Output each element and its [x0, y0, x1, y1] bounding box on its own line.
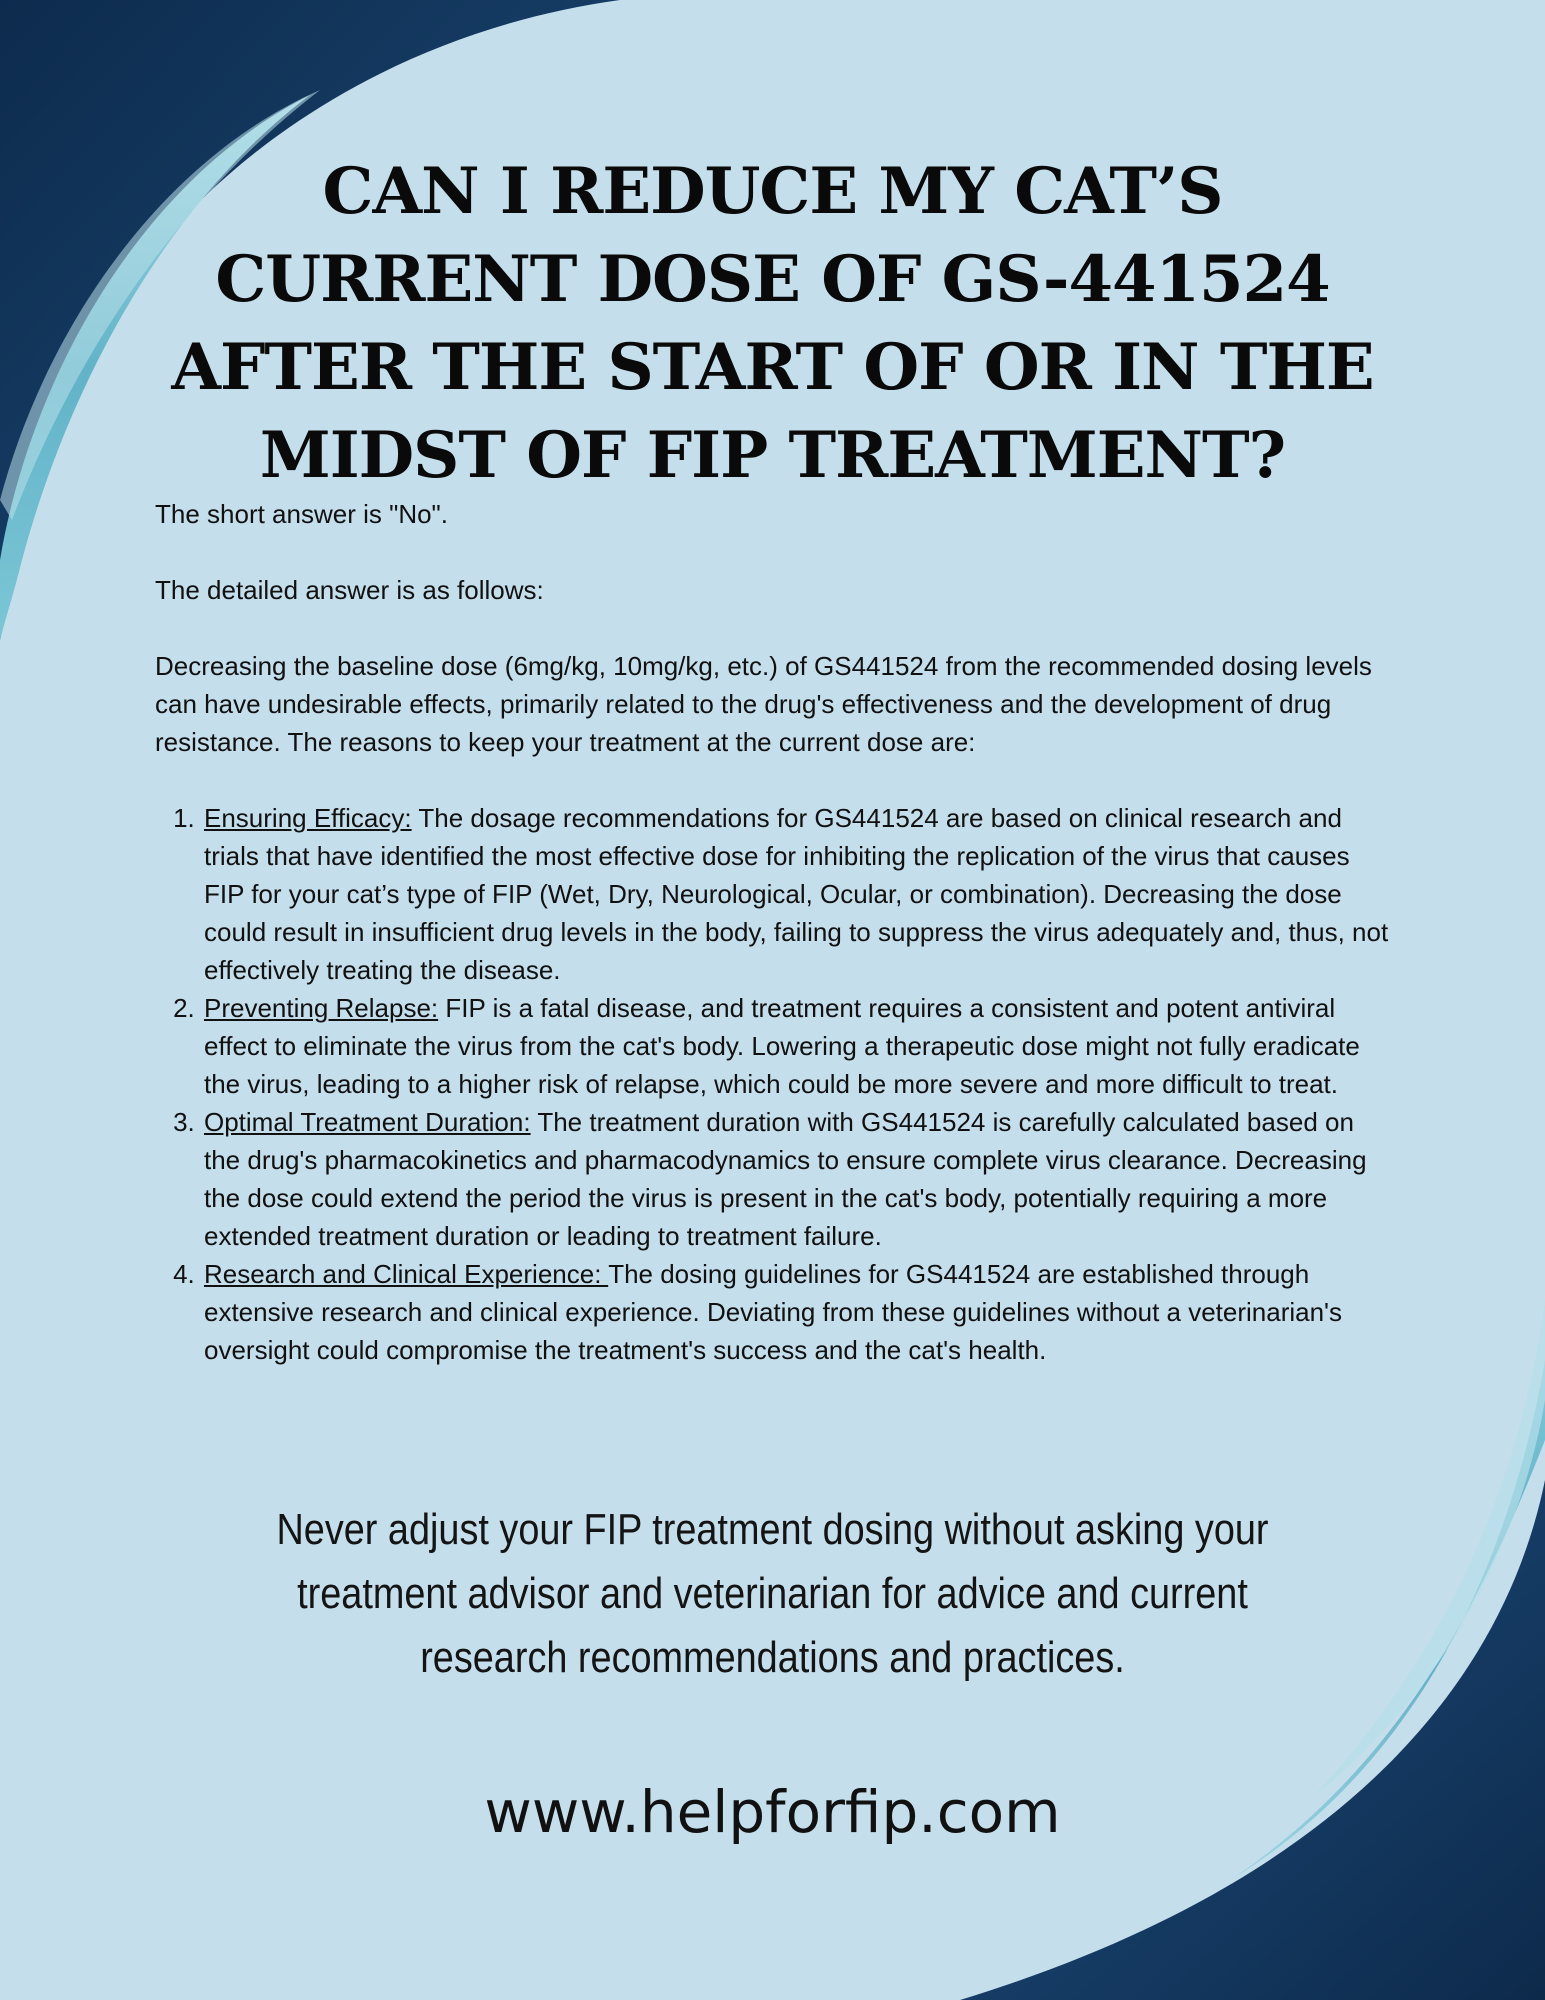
website-url: www.helpforfip.com: [484, 1778, 1061, 1846]
reason-item-relapse: [202, 989, 1395, 1103]
short-answer: The short answer is "No".: [155, 499, 449, 529]
reasons-list: [155, 799, 1395, 1369]
intro-paragraph: Decreasing the baseline dose (6mg/kg, 10mg/kg, etc.) of GS441524 from the recommended dosing levels can have undesirable effects, primarily related to the drug's effectiveness and the development of drug resistance. The reasons to keep your treatment at the current dose are:: [155, 651, 1372, 757]
reason-item-research: [202, 1255, 1395, 1369]
page-title: CAN I REDUCE MY CAT’S CURRENT DOSE OF GS-441524 AFTER THE START OF OR IN THE MIDST OF FIP TREATMENT?: [171, 154, 1374, 493]
reason-item-efficacy: [202, 799, 1395, 989]
reason-term: Optimal Treatment Duration:: [204, 1107, 531, 1137]
reason-term: Preventing Relapse:: [204, 993, 439, 1023]
reason-item-duration: [202, 1103, 1395, 1255]
advice-callout: Never adjust your FIP treatment dosing without asking your treatment advisor and veterinarian for advice and current research recommendations and practices.: [276, 1505, 1269, 1682]
reason-term: Ensuring Efficacy:: [204, 803, 412, 833]
reason-text: The dosage recommendations for GS441524 are based on clinical research and trials that have identified the most effective dose for inhibiting the replication of the virus that causes FIP for your cat’s type of FIP (Wet, Dry, Neurological, Ocular, or combination). Decreasing the dose could result in insufficient drug levels in the body, failing to suppress the virus adequately and, thus, not effectively treating the disease.: [204, 803, 1389, 985]
reason-text: FIP is a fatal disease, and treatment requires a consistent and potent antiviral effect to eliminate the virus from the cat's body. Lowering a therapeutic dose might not fully eradicate the virus, leading to a higher risk of relapse, which could be more severe and more difficult to treat.: [204, 993, 1360, 1099]
reason-term: Research and Clinical Experience:: [204, 1259, 609, 1289]
body-text: [155, 495, 1395, 1369]
reason-text: The treatment duration with GS441524 is carefully calculated based on the drug's pharmacokinetics and pharmacodynamics to ensure complete virus clearance. Decreasing the dose could extend the period the virus is present in the cat's body, potentially requiring a more extended treatment duration or leading to treatment failure.: [204, 1107, 1367, 1251]
detailed-answer-lead: The detailed answer is as follows:: [155, 575, 544, 605]
reason-text: The dosing guidelines for GS441524 are established through extensive research and clinical experience. Deviating from these guidelines without a veterinarian's oversight could compromise the treatment's success and the cat's health.: [204, 1259, 1343, 1365]
